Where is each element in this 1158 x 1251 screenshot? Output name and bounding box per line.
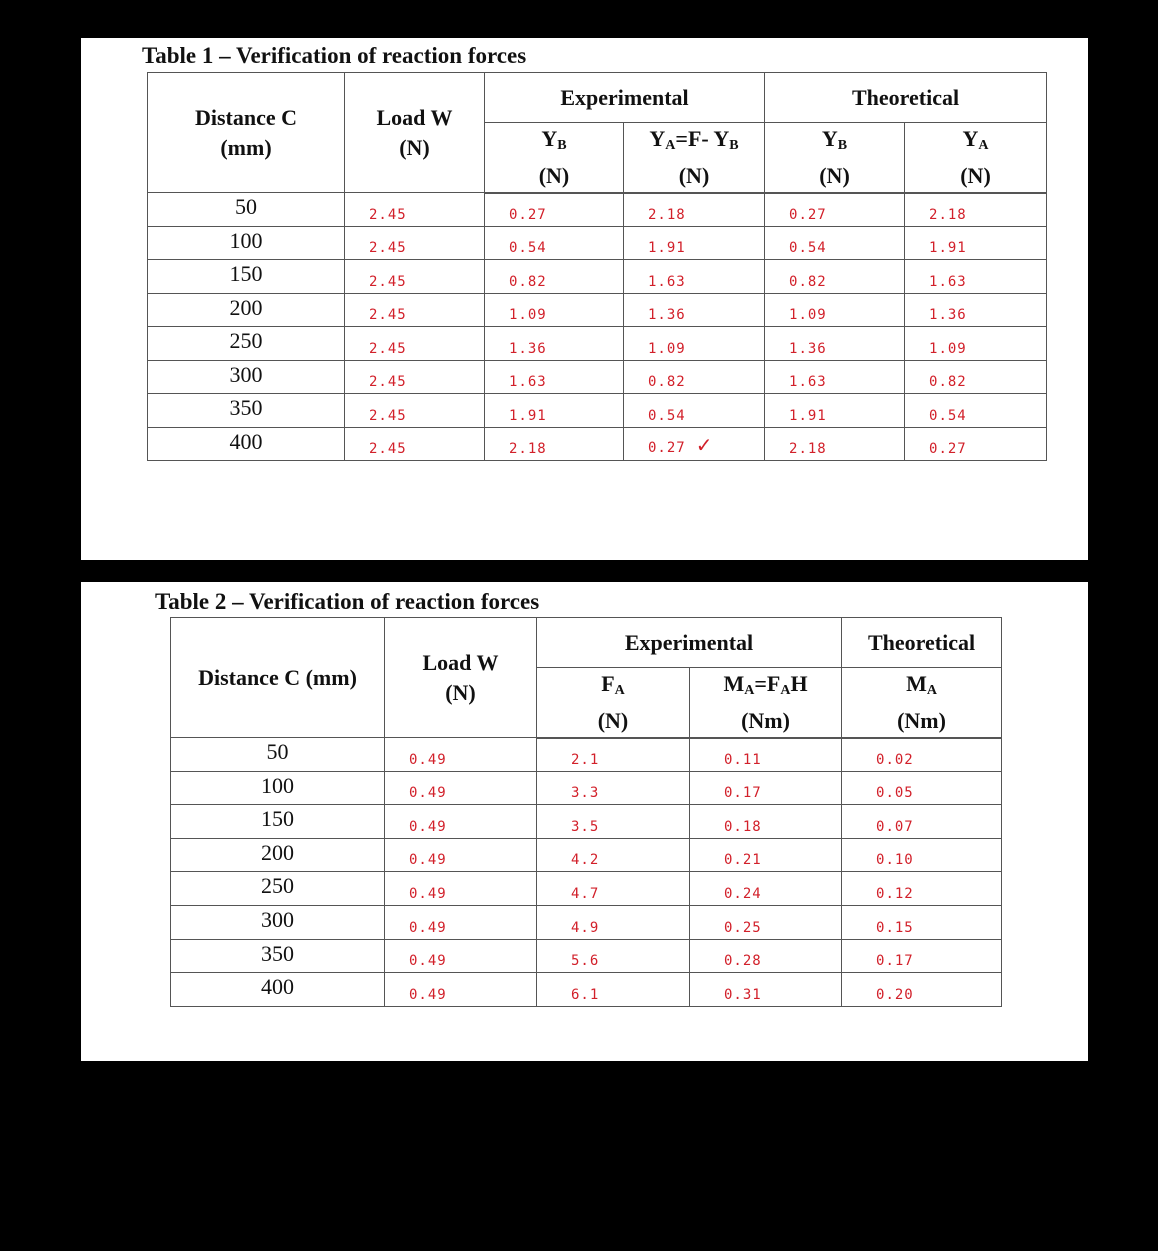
distance-cell: 300 [148,360,345,394]
exp-ya-cell: 1.91 [624,226,765,260]
th-yb-cell: 0.27 [765,193,905,227]
load-cell: 2.45 [345,260,485,294]
exp-fa-cell: 4.2 [537,838,690,872]
distance-cell: 100 [171,771,385,805]
table-row [148,226,1047,260]
th-ya-cell: 1.63 [905,260,1047,294]
exp-ya-cell: 2.18 [624,193,765,227]
table-row [171,939,1002,973]
distance-cell: 350 [171,939,385,973]
distance-cell: 150 [171,805,385,839]
exp-ma-cell: 0.21 [690,838,842,872]
distance-cell: 300 [171,905,385,939]
load-cell: 2.45 [345,193,485,227]
exp-ya-cell: 0.54 [624,394,765,428]
table-row [148,394,1047,428]
th-ma-cell: 0.10 [842,838,1002,872]
th-yb-cell: 0.54 [765,226,905,260]
distance-cell: 400 [148,427,345,461]
table1-caption: Table 1 – Verification of reaction forces [142,43,527,68]
exp-fa-cell: 6.1 [537,973,690,1007]
table1-sheet [81,38,1088,560]
th-ya-cell: 1.09 [905,327,1047,361]
load-cell: 2.45 [345,360,485,394]
table-row [148,427,1047,461]
exp-ya-cell: 0.27 ✓ [624,427,765,461]
exp-fa-cell: 3.3 [537,771,690,805]
exp-ma-cell: 0.11 [690,738,842,772]
table-row [171,771,1002,805]
exp-yb-cell: 1.63 [485,360,624,394]
th-ya-cell: 0.82 [905,360,1047,394]
exp-ma-header: $M_A=F_AH$ (Nm) [690,668,842,738]
th-ya-cell: 2.18 [905,193,1047,227]
load-cell: 0.49 [385,771,537,805]
th-ma-cell: 0.17 [842,939,1002,973]
exp-ya-header: $Y_A=F-$ $Y_B$ (N) [624,123,765,193]
table-row [171,973,1002,1007]
exp-ya-cell: 1.36 [624,293,765,327]
th-ma-cell: 0.15 [842,905,1002,939]
th-yb-cell: 2.18 [765,427,905,461]
table-row [148,360,1047,394]
table2-caption: Table 2 – Verification of reaction forces [155,589,540,614]
load-cell: 2.45 [345,293,485,327]
table2-sheet [81,582,1088,1061]
exp-yb-cell: 1.36 [485,327,624,361]
th-ya-cell: 1.91 [905,226,1047,260]
exp-fa-cell: 3.5 [537,805,690,839]
table-row [148,327,1047,361]
th-yb-cell: 1.36 [765,327,905,361]
distance-cell: 100 [148,226,345,260]
th-ma-cell: 0.12 [842,872,1002,906]
exp-ya-cell: 1.09 [624,327,765,361]
exp-ma-cell: 0.25 [690,905,842,939]
table-row [148,260,1047,294]
exp-ma-cell: 0.18 [690,805,842,839]
checkmark-icon: ✓ [695,433,714,457]
theoretical-header: Theoretical [842,618,1002,668]
th-ya-cell: 0.27 [905,427,1047,461]
load-cell: 2.45 [345,226,485,260]
reaction-forces-table-2 [170,617,1002,1007]
th-yb-cell: 1.63 [765,360,905,394]
distance-cell: 250 [171,872,385,906]
th-yb-cell: 1.91 [765,394,905,428]
exp-fa-cell: 4.7 [537,872,690,906]
load-cell: 0.49 [385,973,537,1007]
distance-header: Distance C (mm) [171,618,385,738]
th-ya-cell: 0.54 [905,394,1047,428]
load-cell: 0.49 [385,838,537,872]
exp-ya-cell: 0.82 [624,360,765,394]
load-cell: 2.45 [345,327,485,361]
exp-yb-cell: 0.82 [485,260,624,294]
load-cell: 2.45 [345,394,485,428]
distance-cell: 400 [171,973,385,1007]
load-cell: 0.49 [385,738,537,772]
exp-ma-cell: 0.31 [690,973,842,1007]
table-row [171,838,1002,872]
distance-cell: 200 [148,293,345,327]
exp-fa-cell: 2.1 [537,738,690,772]
exp-yb-cell: 0.54 [485,226,624,260]
th-ma-cell: 0.02 [842,738,1002,772]
experimental-header: Experimental [485,73,765,123]
exp-yb-cell: 0.27 [485,193,624,227]
exp-ma-cell: 0.17 [690,771,842,805]
th-ma-cell: 0.05 [842,771,1002,805]
load-cell: 0.49 [385,872,537,906]
reaction-forces-table-1 [147,72,1047,461]
distance-cell: 50 [171,738,385,772]
table-row [148,193,1047,227]
th-ya-cell: 1.36 [905,293,1047,327]
exp-fa-cell: 4.9 [537,905,690,939]
exp-ma-cell: 0.24 [690,872,842,906]
distance-cell: 350 [148,394,345,428]
load-cell: 0.49 [385,905,537,939]
load-cell: 0.49 [385,939,537,973]
distance-cell: 50 [148,193,345,227]
theoretical-header: Theoretical [765,73,1047,123]
exp-yb-cell: 2.18 [485,427,624,461]
exp-yb-header: $Y_B$ (N) [485,123,624,193]
table-row [171,905,1002,939]
load-header: Load W (N) [345,73,485,193]
distance-cell: 150 [148,260,345,294]
distance-header: Distance C (mm) [148,73,345,193]
load-header: Load W (N) [385,618,537,738]
th-ya-header: $Y_A$ (N) [905,123,1047,193]
exp-yb-cell: 1.91 [485,394,624,428]
distance-cell: 200 [171,838,385,872]
th-yb-cell: 1.09 [765,293,905,327]
table-row [148,293,1047,327]
exp-fa-cell: 5.6 [537,939,690,973]
th-ma-cell: 0.20 [842,973,1002,1007]
exp-fa-header: $F_A$ (N) [537,668,690,738]
table-row [171,872,1002,906]
table-row [171,738,1002,772]
load-cell: 0.49 [385,805,537,839]
experimental-header: Experimental [537,618,842,668]
load-cell: 2.45 [345,427,485,461]
distance-cell: 250 [148,327,345,361]
table-row [171,805,1002,839]
exp-yb-cell: 1.09 [485,293,624,327]
th-ma-header: $M_A$ (Nm) [842,668,1002,738]
exp-ya-cell: 1.63 [624,260,765,294]
th-yb-cell: 0.82 [765,260,905,294]
th-yb-header: $Y_B$ (N) [765,123,905,193]
th-ma-cell: 0.07 [842,805,1002,839]
exp-ma-cell: 0.28 [690,939,842,973]
